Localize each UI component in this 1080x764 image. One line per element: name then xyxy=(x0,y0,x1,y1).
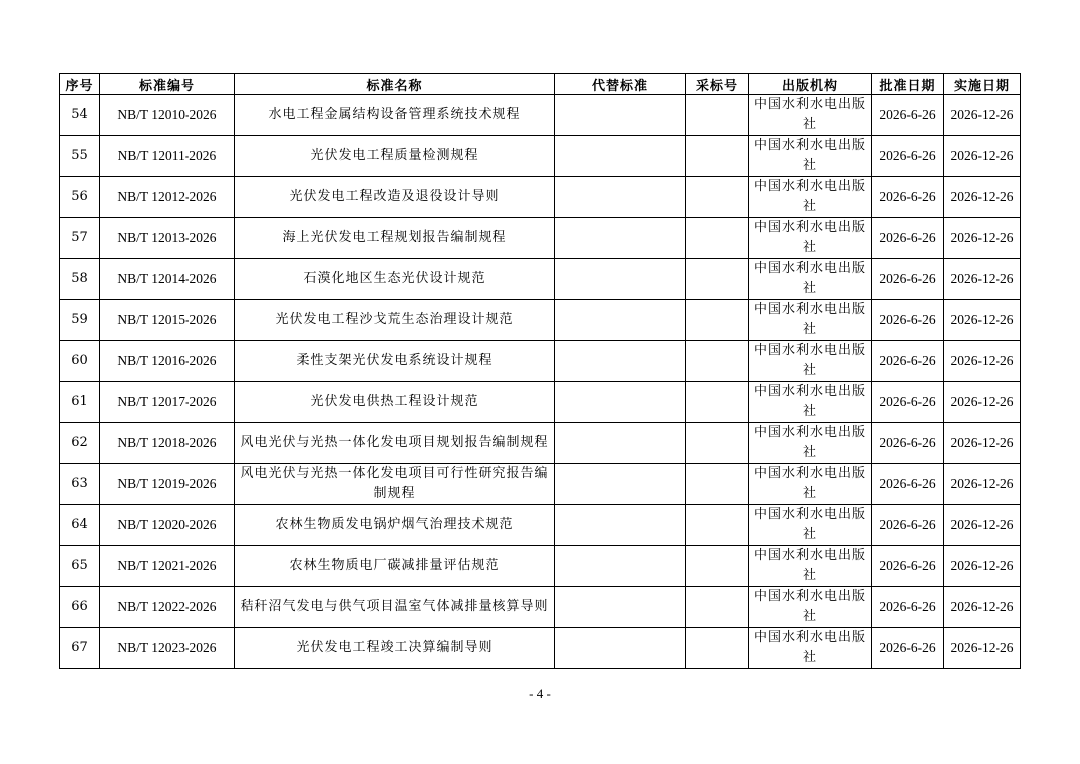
table-row xyxy=(60,423,1021,464)
implementation-date-cell: 2026-12-26 xyxy=(944,218,1021,259)
serial-no-cell: 55 xyxy=(60,136,100,177)
table-row xyxy=(60,546,1021,587)
header-replaced-standard: 代替标准 xyxy=(555,74,686,95)
standard-name-cell: 光伏发电工程质量检测规程 xyxy=(235,136,555,177)
implementation-date-cell: 2026-12-26 xyxy=(944,136,1021,177)
implementation-date-cell: 2026-12-26 xyxy=(944,341,1021,382)
table-row xyxy=(60,136,1021,177)
publisher-cell: 中国水利水电出版社 xyxy=(749,546,872,587)
table-row xyxy=(60,341,1021,382)
adopted-no-cell xyxy=(686,136,749,177)
table-row xyxy=(60,95,1021,136)
serial-no-cell: 61 xyxy=(60,382,100,423)
table-row xyxy=(60,382,1021,423)
serial-no-cell: 59 xyxy=(60,300,100,341)
serial-no-cell: 56 xyxy=(60,177,100,218)
standard-name-cell: 风电光伏与光热一体化发电项目规划报告编制规程 xyxy=(235,423,555,464)
approval-date-cell: 2026-6-26 xyxy=(872,464,944,505)
adopted-no-cell xyxy=(686,505,749,546)
standard-code-cell: NB/T 12018-2026 xyxy=(100,423,235,464)
table-row xyxy=(60,587,1021,628)
table-row xyxy=(60,505,1021,546)
standard-name-cell: 柔性支架光伏发电系统设计规程 xyxy=(235,341,555,382)
serial-no-cell: 63 xyxy=(60,464,100,505)
replaced-standard-cell xyxy=(555,259,686,300)
implementation-date-cell: 2026-12-26 xyxy=(944,177,1021,218)
approval-date-cell: 2026-6-26 xyxy=(872,177,944,218)
header-implementation-date: 实施日期 xyxy=(944,74,1021,95)
approval-date-cell: 2026-6-26 xyxy=(872,382,944,423)
implementation-date-cell: 2026-12-26 xyxy=(944,382,1021,423)
implementation-date-cell: 2026-12-26 xyxy=(944,423,1021,464)
standard-code-cell: NB/T 12011-2026 xyxy=(100,136,235,177)
replaced-standard-cell xyxy=(555,505,686,546)
approval-date-cell: 2026-6-26 xyxy=(872,95,944,136)
standard-name-cell: 农林生物质发电锅炉烟气治理技术规范 xyxy=(235,505,555,546)
header-adopted-no: 采标号 xyxy=(686,74,749,95)
adopted-no-cell xyxy=(686,628,749,669)
adopted-no-cell xyxy=(686,300,749,341)
adopted-no-cell xyxy=(686,218,749,259)
serial-no-cell: 62 xyxy=(60,423,100,464)
standard-name-cell: 农林生物质电厂碳减排量评估规范 xyxy=(235,546,555,587)
standard-code-cell: NB/T 12010-2026 xyxy=(100,95,235,136)
serial-no-cell: 58 xyxy=(60,259,100,300)
standard-name-cell: 光伏发电供热工程设计规范 xyxy=(235,382,555,423)
standard-code-cell: NB/T 12021-2026 xyxy=(100,546,235,587)
publisher-cell: 中国水利水电出版社 xyxy=(749,95,872,136)
header-standard-name: 标准名称 xyxy=(235,74,555,95)
adopted-no-cell xyxy=(686,546,749,587)
approval-date-cell: 2026-6-26 xyxy=(872,218,944,259)
table-row xyxy=(60,300,1021,341)
implementation-date-cell: 2026-12-26 xyxy=(944,259,1021,300)
standard-code-cell: NB/T 12020-2026 xyxy=(100,505,235,546)
adopted-no-cell xyxy=(686,382,749,423)
adopted-no-cell xyxy=(686,423,749,464)
serial-no-cell: 66 xyxy=(60,587,100,628)
adopted-no-cell xyxy=(686,177,749,218)
standard-name-cell: 光伏发电工程沙戈荒生态治理设计规范 xyxy=(235,300,555,341)
standard-code-cell: NB/T 12012-2026 xyxy=(100,177,235,218)
approval-date-cell: 2026-6-26 xyxy=(872,136,944,177)
adopted-no-cell xyxy=(686,341,749,382)
standard-code-cell: NB/T 12014-2026 xyxy=(100,259,235,300)
header-publisher: 出版机构 xyxy=(749,74,872,95)
approval-date-cell: 2026-6-26 xyxy=(872,546,944,587)
publisher-cell: 中国水利水电出版社 xyxy=(749,341,872,382)
implementation-date-cell: 2026-12-26 xyxy=(944,546,1021,587)
standard-name-cell: 石漠化地区生态光伏设计规范 xyxy=(235,259,555,300)
header-standard-code: 标准编号 xyxy=(100,74,235,95)
implementation-date-cell: 2026-12-26 xyxy=(944,628,1021,669)
replaced-standard-cell xyxy=(555,382,686,423)
replaced-standard-cell xyxy=(555,136,686,177)
standard-code-cell: NB/T 12022-2026 xyxy=(100,587,235,628)
standard-code-cell: NB/T 12016-2026 xyxy=(100,341,235,382)
publisher-cell: 中国水利水电出版社 xyxy=(749,464,872,505)
table-row xyxy=(60,218,1021,259)
standard-name-cell: 光伏发电工程改造及退役设计导则 xyxy=(235,177,555,218)
implementation-date-cell: 2026-12-26 xyxy=(944,95,1021,136)
approval-date-cell: 2026-6-26 xyxy=(872,341,944,382)
replaced-standard-cell xyxy=(555,423,686,464)
standard-code-cell: NB/T 12019-2026 xyxy=(100,464,235,505)
standard-code-cell: NB/T 12017-2026 xyxy=(100,382,235,423)
page-number: - 4 - xyxy=(529,686,551,701)
replaced-standard-cell xyxy=(555,341,686,382)
approval-date-cell: 2026-6-26 xyxy=(872,628,944,669)
implementation-date-cell: 2026-12-26 xyxy=(944,587,1021,628)
publisher-cell: 中国水利水电出版社 xyxy=(749,177,872,218)
publisher-cell: 中国水利水电出版社 xyxy=(749,382,872,423)
table-row xyxy=(60,177,1021,218)
publisher-cell: 中国水利水电出版社 xyxy=(749,628,872,669)
serial-no-cell: 65 xyxy=(60,546,100,587)
publisher-cell: 中国水利水电出版社 xyxy=(749,136,872,177)
standard-name-cell: 水电工程金属结构设备管理系统技术规程 xyxy=(235,95,555,136)
table-row xyxy=(60,628,1021,669)
standard-name-cell: 海上光伏发电工程规划报告编制规程 xyxy=(235,218,555,259)
adopted-no-cell xyxy=(686,587,749,628)
standard-name-cell: 风电光伏与光热一体化发电项目可行性研究报告编制规程 xyxy=(235,464,555,505)
publisher-cell: 中国水利水电出版社 xyxy=(749,300,872,341)
standard-code-cell: NB/T 12023-2026 xyxy=(100,628,235,669)
replaced-standard-cell xyxy=(555,546,686,587)
publisher-cell: 中国水利水电出版社 xyxy=(749,259,872,300)
replaced-standard-cell xyxy=(555,628,686,669)
replaced-standard-cell xyxy=(555,464,686,505)
serial-no-cell: 60 xyxy=(60,341,100,382)
adopted-no-cell xyxy=(686,259,749,300)
implementation-date-cell: 2026-12-26 xyxy=(944,464,1021,505)
header-approval-date: 批准日期 xyxy=(872,74,944,95)
table-body xyxy=(60,95,1021,669)
implementation-date-cell: 2026-12-26 xyxy=(944,300,1021,341)
publisher-cell: 中国水利水电出版社 xyxy=(749,505,872,546)
standard-name-cell: 光伏发电工程竣工决算编制导则 xyxy=(235,628,555,669)
adopted-no-cell xyxy=(686,95,749,136)
approval-date-cell: 2026-6-26 xyxy=(872,505,944,546)
standard-name-cell: 秸秆沼气发电与供气项目温室气体减排量核算导则 xyxy=(235,587,555,628)
adopted-no-cell xyxy=(686,464,749,505)
approval-date-cell: 2026-6-26 xyxy=(872,259,944,300)
approval-date-cell: 2026-6-26 xyxy=(872,300,944,341)
replaced-standard-cell xyxy=(555,95,686,136)
approval-date-cell: 2026-6-26 xyxy=(872,423,944,464)
standards-table xyxy=(59,73,1021,669)
approval-date-cell: 2026-6-26 xyxy=(872,587,944,628)
table-row xyxy=(60,259,1021,300)
header-serial-no: 序号 xyxy=(60,74,100,95)
replaced-standard-cell xyxy=(555,177,686,218)
replaced-standard-cell xyxy=(555,218,686,259)
table-header xyxy=(60,74,1021,95)
replaced-standard-cell xyxy=(555,587,686,628)
publisher-cell: 中国水利水电出版社 xyxy=(749,587,872,628)
publisher-cell: 中国水利水电出版社 xyxy=(749,218,872,259)
replaced-standard-cell xyxy=(555,300,686,341)
implementation-date-cell: 2026-12-26 xyxy=(944,505,1021,546)
standard-code-cell: NB/T 12015-2026 xyxy=(100,300,235,341)
table-row xyxy=(60,464,1021,505)
serial-no-cell: 57 xyxy=(60,218,100,259)
header-row xyxy=(60,74,1021,95)
serial-no-cell: 54 xyxy=(60,95,100,136)
publisher-cell: 中国水利水电出版社 xyxy=(749,423,872,464)
serial-no-cell: 67 xyxy=(60,628,100,669)
standard-code-cell: NB/T 12013-2026 xyxy=(100,218,235,259)
serial-no-cell: 64 xyxy=(60,505,100,546)
